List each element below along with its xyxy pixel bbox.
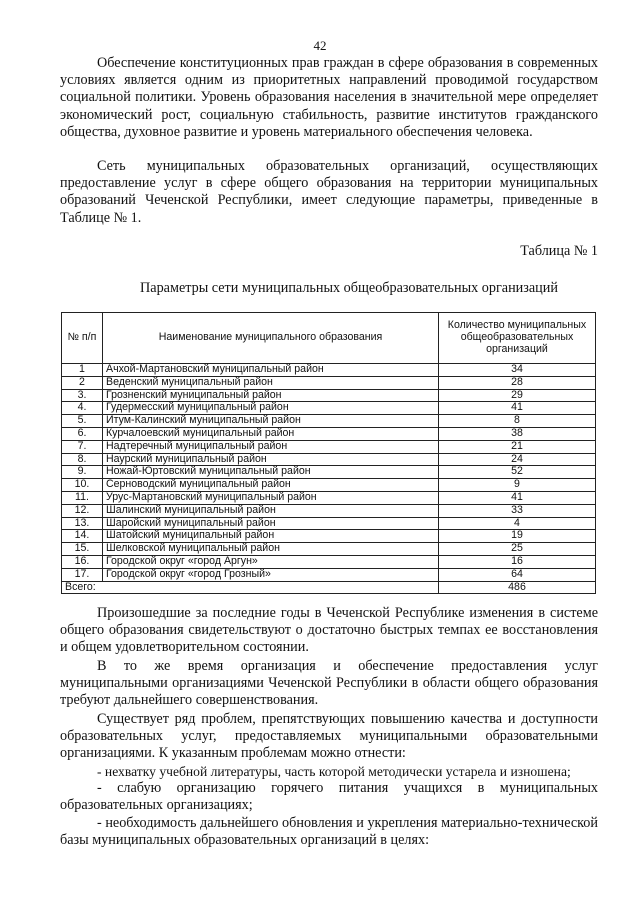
- row-name: Гудермесский муниципальный район: [103, 402, 439, 415]
- row-name: Шаройский муниципальный район: [103, 517, 439, 530]
- table-row: [62, 415, 596, 428]
- row-count: 9: [439, 479, 596, 492]
- row-count: 4: [439, 517, 596, 530]
- row-count: 52: [439, 466, 596, 479]
- row-num: 9.: [62, 466, 103, 479]
- header-name: Наименование муниципального образования: [103, 313, 439, 364]
- row-count: 24: [439, 453, 596, 466]
- list-item-hot-meals: - слабую организацию горячего питания учащихся в муниципальных образовательных организациях;: [60, 780, 598, 814]
- table-row: [62, 491, 596, 504]
- paragraph-recent-changes: Произошедшие за последние годы в Чеченской Республике изменения в системе общего образования свидетельствуют о достаточно быстрых темпах ее восстановления и общем удовлетворительном состоянии.: [60, 605, 598, 656]
- table-row: [62, 543, 596, 556]
- table-header-row: [62, 313, 596, 364]
- row-num: 11.: [62, 491, 103, 504]
- total-value: 486: [439, 581, 596, 594]
- row-num: 14.: [62, 530, 103, 543]
- table-row: [62, 440, 596, 453]
- paragraph-problems-intro: Существует ряд проблем, препятствующих повышению качества и доступности образовательных услуг, предоставляемых муниципальными образовательными организациями. К указанным проблемам можно отнести:: [60, 711, 598, 762]
- row-name: Веденский муниципальный район: [103, 376, 439, 389]
- row-count: 38: [439, 427, 596, 440]
- row-num: 1: [62, 364, 103, 377]
- row-count: 21: [439, 440, 596, 453]
- row-num: 5.: [62, 415, 103, 428]
- table-row: [62, 555, 596, 568]
- list-item-textbooks: - нехватку учебной литературы, часть которой методически устарела и изношена;: [97, 764, 571, 779]
- row-num: 8.: [62, 453, 103, 466]
- row-num: 7.: [62, 440, 103, 453]
- table-row: [62, 402, 596, 415]
- row-name: Итум-Калинский муниципальный район: [103, 415, 439, 428]
- paragraph-constitutional-rights: Обеспечение конституционных прав граждан в сфере образования в современных условиях является одним из приоритетных направлений проводимой государством социальной политики. Уровень образования населения в значительной мере определяет экономический рост, социальную стабильность, развитие институтов гражданского общества, духовное развитие и уровень материального обеспечения человека.: [60, 55, 598, 140]
- row-count: 29: [439, 389, 596, 402]
- list-item-material-base: - необходимость дальнейшего обновления и укрепления материально-технической базы муниципальных образовательных организаций в целях:: [60, 815, 598, 849]
- row-name: Надтеречный муниципальный район: [103, 440, 439, 453]
- table-title: Параметры сети муниципальных общеобразовательных организаций: [140, 280, 558, 296]
- row-num: 10.: [62, 479, 103, 492]
- table-row: [62, 504, 596, 517]
- table-row: [62, 364, 596, 377]
- table-row: [62, 530, 596, 543]
- table-row: [62, 427, 596, 440]
- table-row: [62, 517, 596, 530]
- row-name: Шелковской муниципальный район: [103, 543, 439, 556]
- header-num: № п/п: [62, 313, 103, 364]
- table-label: Таблица № 1: [520, 243, 598, 259]
- row-count: 25: [439, 543, 596, 556]
- header-count: Количество муниципальных общеобразовательных организаций: [439, 313, 596, 364]
- table-row: [62, 389, 596, 402]
- row-name: Ачхой-Мартановский муниципальный район: [103, 364, 439, 377]
- row-num: 3.: [62, 389, 103, 402]
- table-total-row: [62, 581, 596, 594]
- paragraph-improvement-needed: В то же время организация и обеспечение предоставления услуг муниципальными организациями Чеченской Республики в области общего образования требуют дальнейшего совершенствования.: [60, 658, 598, 709]
- row-num: 2: [62, 376, 103, 389]
- paragraph-network-parameters: Сеть муниципальных образовательных организаций, осуществляющих предоставление услуг в сфере общего образования на территории муниципальных образований Чеченской Республики, имеет следующие параметры, приведенные в Таблице № 1.: [60, 158, 598, 226]
- page-number: 42: [313, 38, 327, 53]
- table-body: [62, 364, 596, 582]
- row-num: 6.: [62, 427, 103, 440]
- row-num: 12.: [62, 504, 103, 517]
- row-name: Ножай-Юртовский муниципальный район: [103, 466, 439, 479]
- row-name: Наурский муниципальный район: [103, 453, 439, 466]
- row-name: Шалинский муниципальный район: [103, 504, 439, 517]
- row-count: 28: [439, 376, 596, 389]
- row-num: 13.: [62, 517, 103, 530]
- row-name: Урус-Мартановский муниципальный район: [103, 491, 439, 504]
- table-row: [62, 376, 596, 389]
- table-row: [62, 479, 596, 492]
- row-name: Городской округ «город Аргун»: [103, 555, 439, 568]
- row-count: 8: [439, 415, 596, 428]
- table-row: [62, 568, 596, 581]
- row-name: Городской округ «город Грозный»: [103, 568, 439, 581]
- row-num: 17.: [62, 568, 103, 581]
- row-name: Шатойский муниципальный район: [103, 530, 439, 543]
- row-num: 16.: [62, 555, 103, 568]
- table-row: [62, 453, 596, 466]
- row-count: 33: [439, 504, 596, 517]
- row-name: Курчалоевский муниципальный район: [103, 427, 439, 440]
- row-count: 34: [439, 364, 596, 377]
- row-name: Грозненский муниципальный район: [103, 389, 439, 402]
- row-num: 15.: [62, 543, 103, 556]
- row-name: Серноводский муниципальный район: [103, 479, 439, 492]
- row-count: 19: [439, 530, 596, 543]
- row-count: 41: [439, 491, 596, 504]
- total-label: Всего:: [62, 581, 439, 594]
- row-count: 16: [439, 555, 596, 568]
- row-num: 4.: [62, 402, 103, 415]
- schools-table: [61, 312, 596, 594]
- table-row: [62, 466, 596, 479]
- row-count: 41: [439, 402, 596, 415]
- row-count: 64: [439, 568, 596, 581]
